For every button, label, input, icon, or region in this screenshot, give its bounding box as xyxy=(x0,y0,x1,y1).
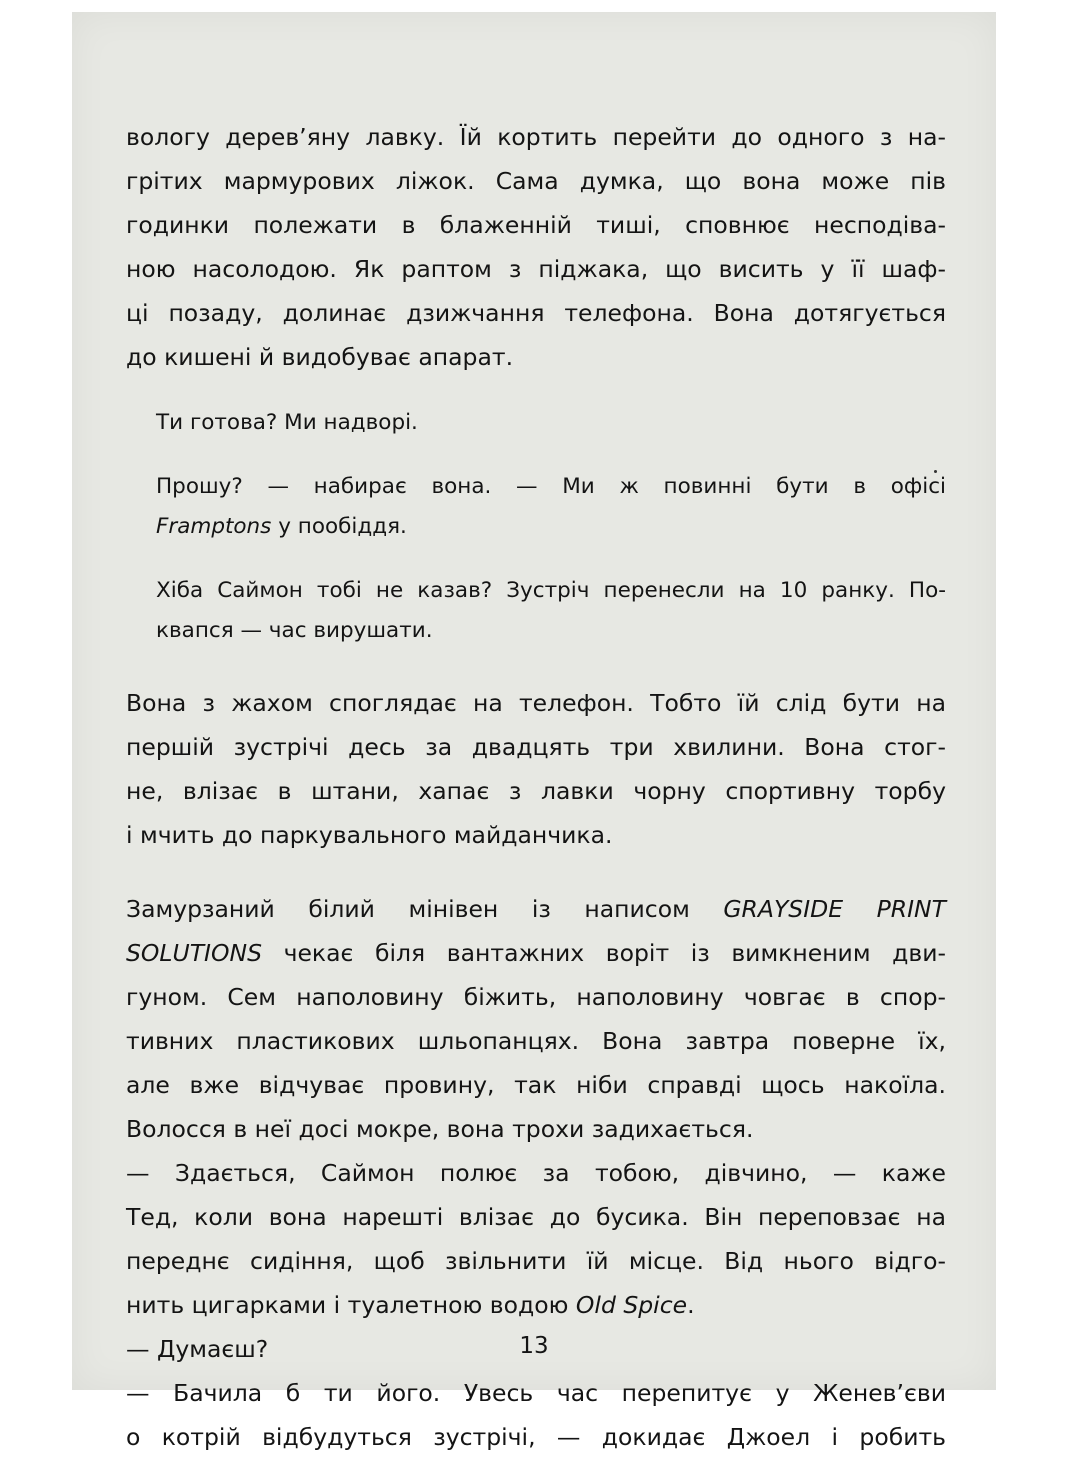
text-line: — Здається, Саймон полює за тобою, дівчино, — каже xyxy=(126,1159,946,1187)
text-line: — Бачила б ти його. Увесь час перепитує у Женев’єви xyxy=(126,1379,946,1407)
dialogue-1 xyxy=(126,1151,946,1327)
van-lettering: SOLUTIONS xyxy=(126,939,262,967)
page-number: 13 xyxy=(519,1333,549,1359)
paragraph-1 xyxy=(126,115,946,379)
text-fragment: чекає біля вантажних воріт із вимкненим дви- xyxy=(262,939,946,967)
text-line: Вона з жахом споглядає на телефон. Тобто їй слід бути на xyxy=(126,689,946,717)
text-line: вологу дерев’яну лавку. Їй кортить перейти до одного з на- xyxy=(126,123,946,151)
text-line xyxy=(126,931,946,975)
text-line xyxy=(126,887,946,931)
van-lettering: GRAYSIDE PRINT xyxy=(723,895,946,923)
text-message-3 xyxy=(126,571,946,651)
text-line: і мчить до паркувального майданчика. xyxy=(126,821,613,849)
paragraph-2 xyxy=(126,681,946,857)
page-body xyxy=(126,115,946,1459)
text-line: до кишені й видобуває апарат. xyxy=(126,343,514,371)
brand-name: Framptons xyxy=(156,514,272,539)
text-line: о котрій відбудуться зустрічі, — докидає Джоел і робить xyxy=(126,1423,946,1451)
text-line xyxy=(126,507,946,547)
text-line: гуном. Сем наполовину біжить, наполовину човгає в спор- xyxy=(126,983,946,1011)
text-fragment: . xyxy=(687,1291,695,1319)
text-line: Хіба Саймон тобі не казав? Зустріч перенесли на 10 ранку. По- xyxy=(156,578,946,603)
text-line xyxy=(126,1283,946,1327)
text-line: грітих мармурових ліжок. Сама думка, що вона може пів xyxy=(126,167,946,195)
text-line: квапся — час вирушати. xyxy=(156,618,433,643)
text-line: годинки полежати в блаженній тиші, сповнює несподіва- xyxy=(126,211,946,239)
text-line: але вже відчуває провину, так ніби справді щось накоїла. xyxy=(126,1071,946,1099)
text-fragment: нить цигарками і туалетною водою xyxy=(126,1291,576,1319)
dialogue-3 xyxy=(126,1371,946,1459)
text-line: тивних пластикових шльопанцях. Вона завтра поверне їх, xyxy=(126,1027,946,1055)
text-message-1: Ти готова? Ми надворі. xyxy=(156,410,418,435)
text-line: переднє сидіння, щоб звільнити їй місце. Від нього відго- xyxy=(126,1247,946,1275)
text-line: Прошу? — набирає вона. — Ми ж повинні бути в офісі xyxy=(156,474,946,499)
text-line: ною насолодою. Як раптом з піджака, що висить у її шаф- xyxy=(126,255,946,283)
text-line: першій зустрічі десь за двадцять три хвилини. Вона стог- xyxy=(126,733,946,761)
text-line: ці позаду, долинає дзижчання телефона. Вона дотягується xyxy=(126,299,946,327)
text-line: не, влізає в штани, хапає з лавки чорну спортивну торбу xyxy=(126,777,946,805)
text-message-2 xyxy=(126,467,946,547)
text-line: Тед, коли вона нарешті влізає до бусика. Він переповзає на xyxy=(126,1203,946,1231)
book-page xyxy=(72,12,996,1451)
paragraph-3 xyxy=(126,887,946,1151)
text-line: Волосся в неї досі мокре, вона трохи задихається. xyxy=(126,1115,754,1143)
text-fragment: у пообіддя. xyxy=(271,514,407,539)
brand-name: Old Spice xyxy=(575,1291,688,1319)
dialogue-2: — Думаєш? xyxy=(126,1335,269,1363)
text-fragment: Замурзаний білий мінівен із написом xyxy=(126,895,724,923)
